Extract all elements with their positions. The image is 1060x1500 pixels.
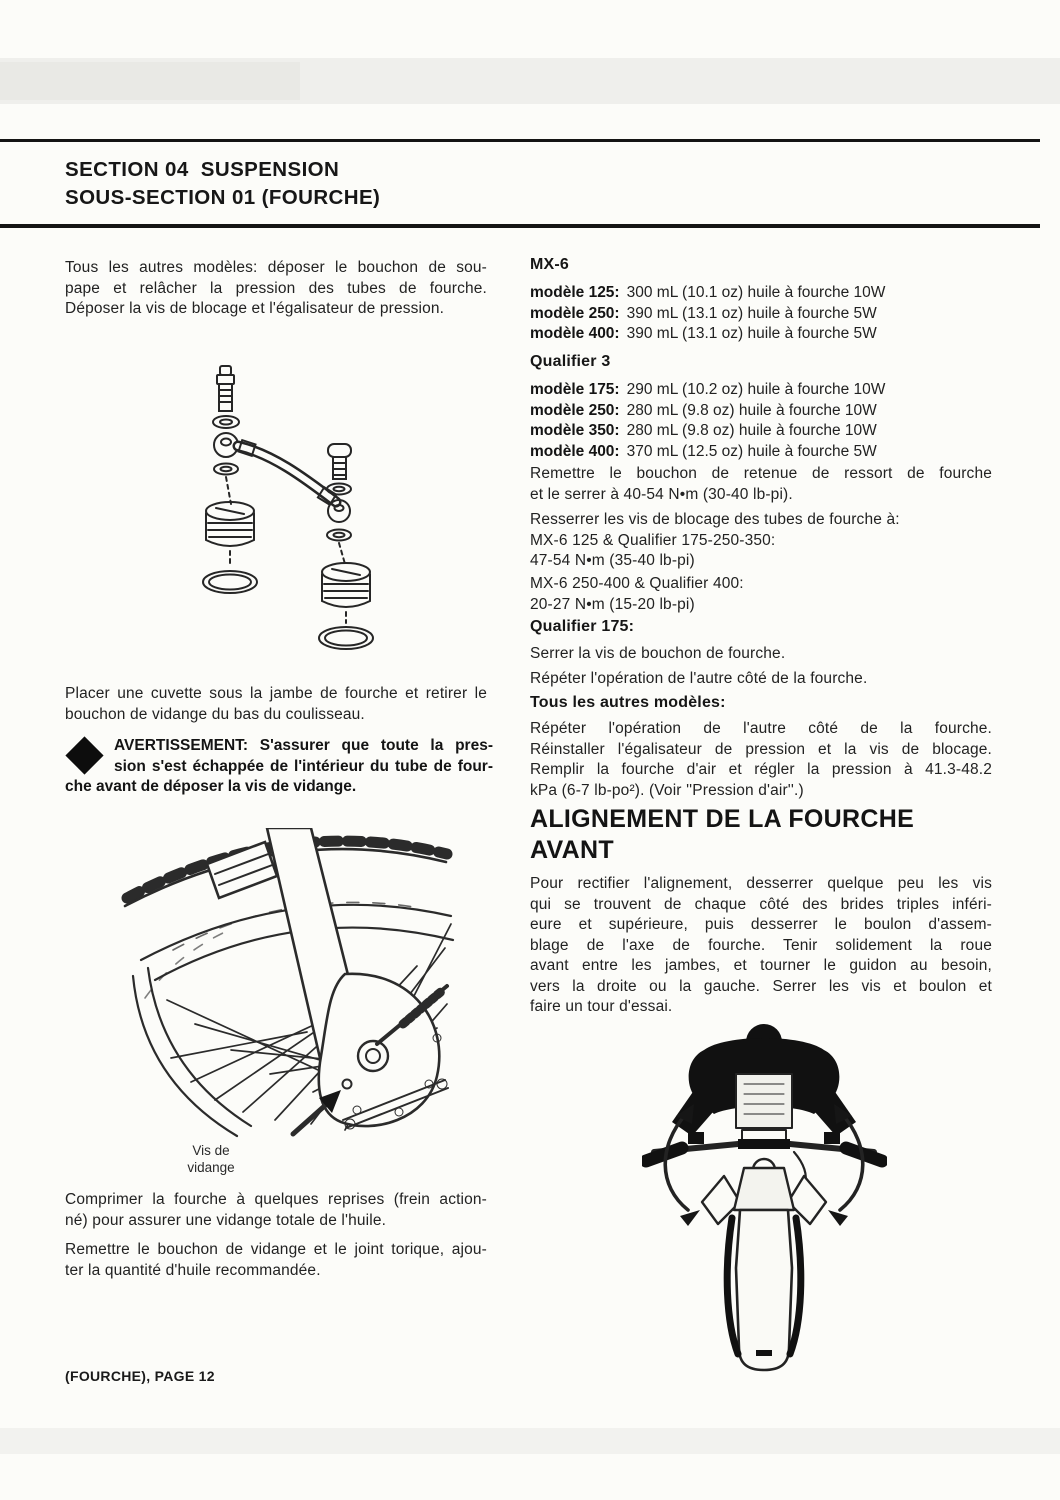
figure-front-wheel-drain-screw (115, 828, 455, 1140)
section-title: SECTION 04 SUSPENSION (65, 158, 340, 181)
spec-row: modèle 400: 390 mL (13.1 oz) huile à fourche 5W (530, 325, 877, 342)
header-bottom-rule (0, 224, 1040, 228)
right-paragraph-pinch-bolts-1: Resserrer les vis de blocage des tubes de fourche à: MX-6 125 & Qualifier 175-250-350: 47-54 N•m (35-40 lb-pi) (530, 511, 900, 569)
spec-row: modèle 250: 280 mL (9.8 oz) huile à fourche 10W (530, 401, 877, 419)
right-paragraph-repeat-other-side: Répéter l'opération de l'autre côté de la fourche. (530, 670, 868, 687)
other-models-heading: Tous les autres modèles: (530, 694, 726, 711)
left-paragraph-valve-cap: Tous les autres modèles: déposer le bouchon de sou- pape et relâcher la pression des tubes de fourche. Déposer la vis de blocage et l'égalisateur de pression. (65, 259, 487, 317)
spec-row: modèle 400: 370 mL (12.5 oz) huile à fourche 5W (530, 442, 877, 460)
rider-alignment-drawing (642, 1018, 887, 1378)
figure-pressure-equalizer-exploded (168, 358, 433, 658)
warning-block: AVERTISSEMENT: S'assurer que toute la pres- sion s'est échappée de l'intérieur du tube de four- che avant de déposer la vis de vidange. (65, 737, 493, 795)
right-paragraph-pinch-bolts-2: MX-6 250-400 & Qualifier 400: 20-27 N•m (15-20 lb-pi) (530, 575, 744, 613)
spec-row: modèle 125: 300 mL (10.1 oz) huile à fourche 10W (530, 284, 886, 301)
scan-artifact-smudge (0, 62, 300, 100)
left-paragraph-refill-oil: Remettre le bouchon de vidange et le joint torique, ajou- ter la quantité d'huile recommandée. (65, 1241, 487, 1279)
figure-fork-alignment-rider (642, 1018, 887, 1378)
right-paragraph-cap-screw: Serrer la vis de bouchon de fourche. (530, 645, 786, 662)
pressure-equalizer-drawing (168, 358, 433, 658)
scan-artifact-band (0, 58, 1060, 104)
qualifier175-heading: Qualifier 175: (530, 618, 635, 635)
header-top-rule (0, 139, 1040, 142)
spec-row: modèle 250: 390 mL (13.1 oz) huile à fourche 5W (530, 304, 877, 322)
left-paragraph-drain-plug: Placer une cuvette sous la jambe de fourche et retirer le bouchon de vidange du bas du coulisseau. (65, 685, 487, 723)
qualifier3-spec-list (530, 380, 885, 462)
qualifier3-heading: Qualifier 3 (530, 353, 611, 370)
scan-artifact-bottom (0, 1428, 1060, 1454)
alignment-section-heading: ALIGNEMENT DE LA FOURCHE AVANT (530, 805, 915, 864)
mx6-heading: MX-6 (530, 256, 570, 273)
spec-row: modèle 175: 290 mL (10.2 oz) huile à fourche 10W (530, 381, 886, 398)
subsection-title: SOUS-SECTION 01 (FOURCHE) (65, 186, 381, 209)
spec-row: modèle 350: 280 mL (9.8 oz) huile à fourche 10W (530, 422, 877, 439)
mx6-spec-list (530, 283, 885, 345)
drain-screw-label: Vis de vidange (187, 1143, 235, 1175)
right-paragraph-alignment: Pour rectifier l'alignement, desserrer quelque peu les vis qui se trouvent de chaque côté des brides triples inféri- eure et supérieure, puis desserrer le boulon d'assem- blage de l'axe de fourche. Tenir solidement la roue avant entre les jambes, et tourner le guidon au besoin, vers la droite ou la gauche. Serrer les vis et boulon et faire un tour d'essai. (530, 875, 992, 1015)
right-paragraph-spring-retainer: Remettre le bouchon de retenue de ressort de fourche et le serrer à 40-54 N•m (30-40 lb-pi). (530, 465, 992, 503)
front-wheel-drawing (115, 828, 455, 1140)
right-paragraph-other-models: Répéter l'opération de l'autre côté de la fourche. Réinstaller l'égalisateur de pression et la vis de blocage. Remplir la fourche d'air et régler la pression à 41.3-48.2 kPa (6-7 lb-po²). (Voir ''Pression d'air''.) (530, 720, 992, 799)
left-paragraph-compress-fork: Comprimer la fourche à quelques reprises (frein action- né) pour assurer une vidange totale de l'huile. (65, 1191, 487, 1229)
page-footer: (FOURCHE), PAGE 12 (65, 1368, 215, 1384)
